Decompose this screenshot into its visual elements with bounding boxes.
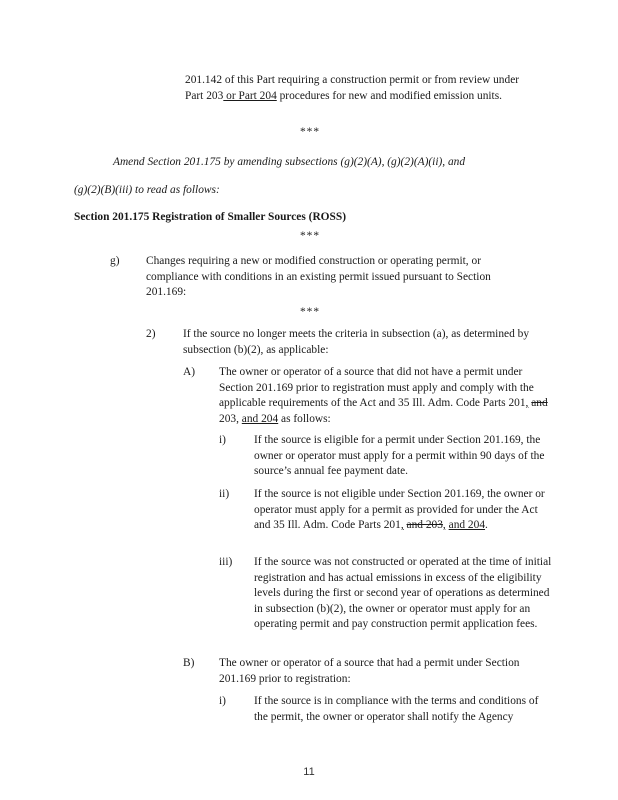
subsection-A-deleted-text: and — [531, 397, 548, 409]
subsection-A-ii-text-post: . — [485, 519, 488, 531]
subsection-A-iii-label: iii) — [219, 556, 233, 568]
separator-stars-3: *** — [299, 306, 321, 318]
intro-line-2-post: procedures for new and modified emission units. — [276, 89, 502, 102]
subsection-A-ii-deleted-text: and 203 — [406, 519, 443, 531]
intro-inserted-text: or Part 204 — [223, 89, 277, 102]
separator-stars-2: *** — [299, 230, 321, 242]
subsection-A-ii-label: ii) — [219, 488, 230, 500]
intro-line-2-pre: Part 203 — [185, 89, 224, 102]
subsection-A-ii-text — [254, 487, 554, 534]
subsection-2-label: 2) — [146, 328, 156, 340]
section-heading: Section 201.175 Registration of Smaller Sources (ROSS) — [74, 211, 346, 223]
subsection-g-text: Changes requiring a new or modified construction or operating permit, or compliance with conditions in an existing permit issued pursuant to Section 201.169: — [146, 255, 491, 298]
page-number: 11 — [303, 766, 315, 778]
subsection-A-text-post: as follows: — [278, 412, 331, 425]
subsection-A-ii-inserted-text: and 204 — [448, 519, 486, 531]
subsection-A-text-mid: 203, — [219, 412, 239, 425]
subsection-B-label: B) — [183, 657, 195, 669]
intro-paragraph — [185, 73, 545, 104]
subsection-A-inserted-text: and 204 — [241, 412, 279, 425]
subsection-A-i-text: If the source is eligible for a permit under Section 201.169, the owner or operator must apply for a permit within 90 days of the source’s annual fee payment date. — [254, 434, 545, 477]
subsection-A-ii-text-pre: If the source is not eligible under Section 201.169, the owner or operator must apply for a permit as provided for under the Act and 35 Ill. Adm. Code Parts 201 — [254, 488, 545, 531]
subsection-A-iii-text: If the source was not constructed or operated at the time of initial registration and has actual emissions in excess of the eligibility levels during the first or second year of operations as determined in subsection (b)(2), the owner or operator must apply for an operating permit and pay construction permit application fees. — [254, 556, 552, 630]
subsection-A-text — [219, 365, 554, 427]
amend-line-2: (g)(2)(B)(iii) to read as follows: — [74, 184, 220, 196]
subsection-A-inserted-comma: , — [525, 397, 529, 409]
separator-stars-1: *** — [299, 126, 321, 138]
subsection-B-text: The owner or operator of a source that had a permit under Section 201.169 prior to registration: — [219, 657, 520, 685]
subsection-A-label: A) — [183, 366, 196, 378]
subsection-2-text: If the source no longer meets the criteria in subsection (a), as determined by subsection (b)(2), as applicable: — [183, 328, 530, 356]
subsection-B-i-label: i) — [219, 695, 226, 707]
subsection-A-i-label: i) — [219, 434, 226, 446]
subsection-A-text-pre: The owner or operator of a source that did not have a permit under Section 201.169 prior to registration must apply and comply with the applicable requirements of the Act and 35 Ill. Adm. Code Parts 201 — [219, 366, 534, 409]
subsection-B-i-text: If the source is in compliance with the terms and conditions of the permit, the owner or operator shall notify the Agency — [254, 695, 539, 723]
intro-line-1: 201.142 of this Part requiring a construction permit or from review under — [185, 74, 520, 86]
subsection-A-ii-inserted-comma-2: , — [442, 519, 446, 531]
subsection-A-ii-inserted-comma: , — [400, 519, 404, 531]
amend-line-1: Amend Section 201.175 by amending subsections (g)(2)(A), (g)(2)(A)(ii), and — [113, 156, 466, 168]
subsection-g-label: g) — [110, 255, 120, 267]
